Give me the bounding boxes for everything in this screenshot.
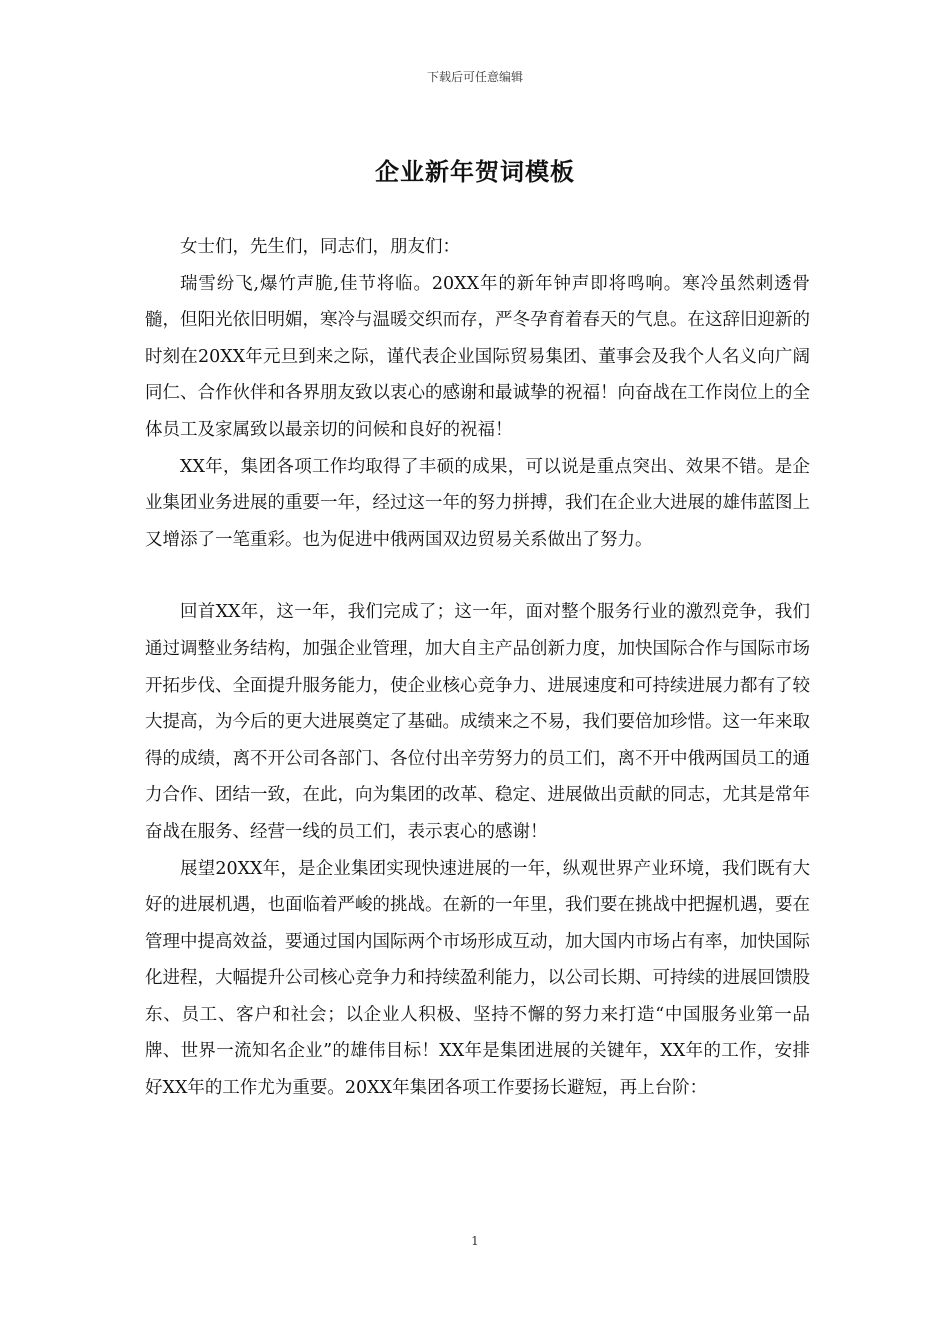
document-title: 企业新年贺词模板 xyxy=(375,157,575,186)
salutation-paragraph: 女士们，先生们，同志们，朋友们： xyxy=(180,237,460,257)
body-paragraph-2: XX年，集团各项工作均取得了丰硕的成果，可以说是重点突出、效果不错。是企业集团业务进展的重要一年，经过这一年的努力拼搏，我们在企业大进展的雄伟蓝图上又增添了一笔重彩。也为促进中俄两国双边贸易关系做出了努力。 xyxy=(145,456,810,550)
body-paragraph-1: 瑞雪纷飞,爆竹声脆,佳节将临。20XX年的新年钟声即将鸣响。寒冷虽然刺透骨髓，但阳光依旧明媚，寒冷与温暖交织而存，严冬孕育着春天的气息。在这辞旧迎新的时刻在20XX年元旦到来之际，谨代表企业国际贸易集团、董事会及我个人名义向广阔同仁、合作伙伴和各界朋友致以衷心的感谢和最诚挚的祝福！向奋战在工作岗位上的全体员工及家属致以最亲切的问候和良好的祝福！ xyxy=(145,273,810,440)
page-number: 1 xyxy=(471,1234,479,1248)
header-note: 下载后可任意编辑 xyxy=(426,70,523,84)
document-body xyxy=(145,229,810,1107)
body-paragraph-3: 回首XX年，这一年，我们完成了；这一年，面对整个服务行业的激烈竞争，我们通过调整业务结构，加强企业管理，加大自主产品创新力度，加快国际合作与国际市场开拓步伐、全面提升服务能力，使企业核心竞争力、进展速度和可持续进展力都有了较大提高，为今后的更大进展奠定了基础。成绩来之不易，我们要倍加珍惜。这一年来取得的成绩，离不开公司各部门、各位付出辛劳努力的员工们，离不开中俄两国员工的通力合作、团结一致，在此，向为集团的改革、稳定、进展做出贡献的同志，尤其是常年奋战在服务、经营一线的员工们，表示衷心的感谢！ xyxy=(145,602,810,842)
body-paragraph-4: 展望20XX年，是企业集团实现快速进展的一年，纵观世界产业环境，我们既有大好的进展机遇，也面临着严峻的挑战。在新的一年里，我们要在挑战中把握机遇，要在管理中提高效益，要通过国内国际两个市场形成互动，加大国内市场占有率，加快国际化进程，大幅提升公司核心竞争力和持续盈利能力，以公司长期、可持续的进展回馈股东、员工、客户和社会；以企业人积极、坚持不懈的努力来打造“中国服务业第一品牌、世界一流知名企业”的雄伟目标！XX年是集团进展的关键年，XX年的工作，安排好XX年的工作尤为重要。20XX年集团各项工作要扬长避短，再上台阶： xyxy=(145,858,810,1099)
